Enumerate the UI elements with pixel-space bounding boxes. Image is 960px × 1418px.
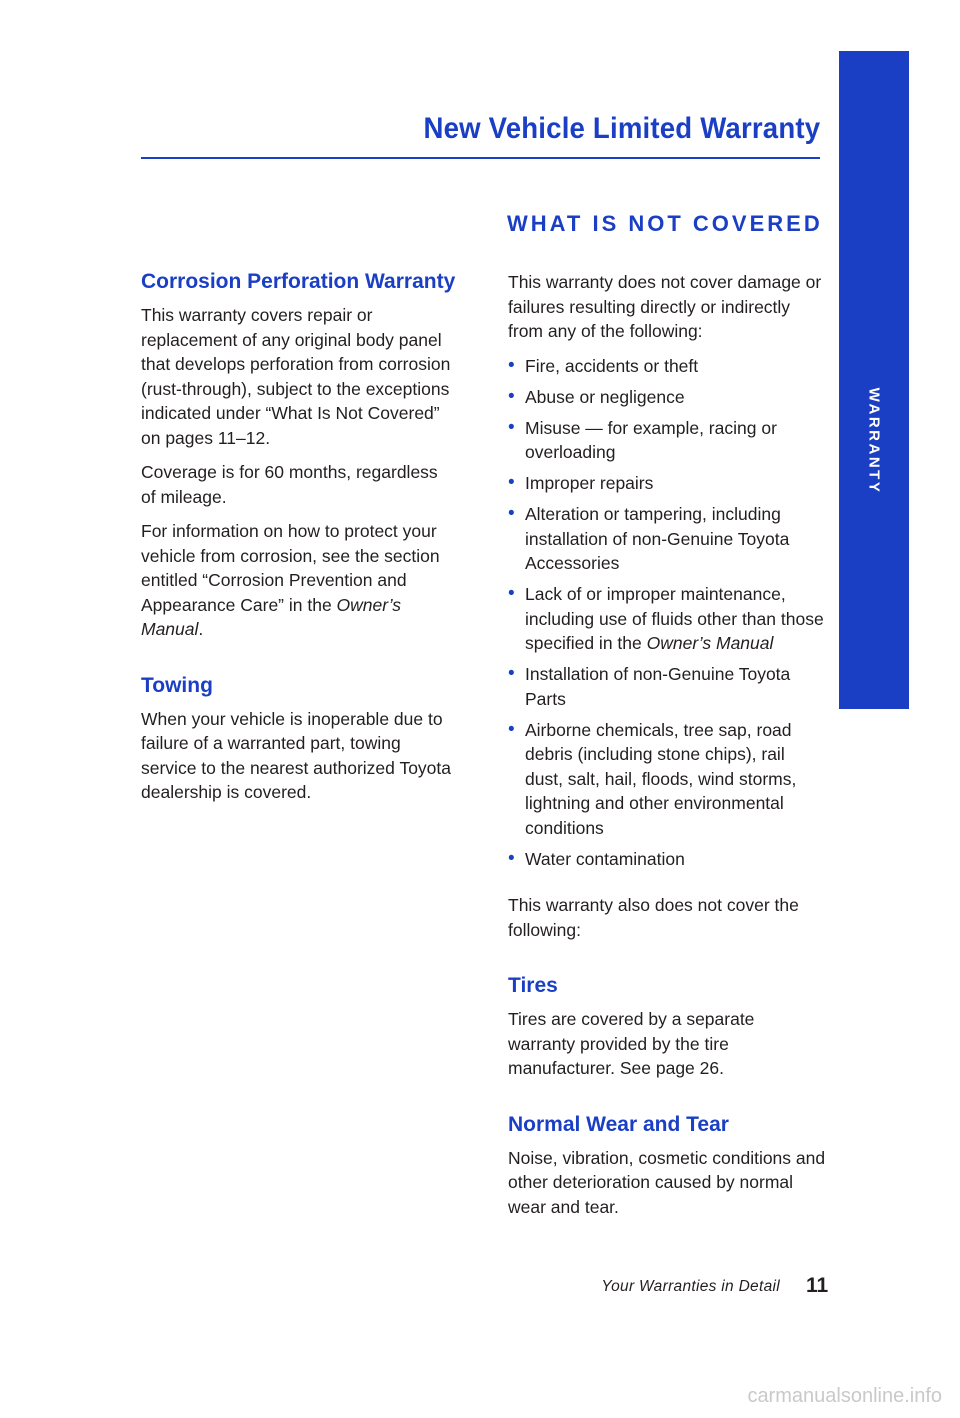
bullet-icon: • — [508, 385, 515, 407]
towing-paragraph: When your vehicle is inoperable due to failure of a warranted part, towing service to the nearest authorized Toyota dealership is covered. — [141, 708, 452, 802]
list-item — [508, 582, 826, 656]
bullet-icon: • — [508, 847, 515, 869]
owners-manual-reference: Owner’s Manual — [141, 594, 402, 639]
right-column — [508, 270, 826, 1219]
corrosion-paragraph-3-text: For information on how to protect your vehicle from corrosion, see the section entitled “Corrosion Prevention and Appearance Care” in the — [141, 521, 440, 615]
corrosion-paragraph-2: Coverage is for 60 months, regardless of mileage. — [141, 462, 438, 507]
corrosion-heading: Corrosion Perforation Warranty — [141, 270, 456, 293]
page-title: New Vehicle Limited Warranty — [423, 112, 820, 145]
bullet-icon: • — [508, 503, 515, 524]
tires-paragraph: Tires are covered by a separate warranty provided by the tire manufacturer. See page 26. — [508, 1009, 755, 1078]
list-item-text: Lack of or improper maintenance, including use of fluids other than those specified in the — [525, 584, 824, 653]
list-item — [508, 416, 826, 465]
owners-manual-reference: Owner’s Manual — [646, 633, 774, 653]
list-item-text: Improper repairs — [525, 473, 654, 493]
list-item — [508, 847, 826, 872]
list-item-text: Water contamination — [525, 848, 685, 869]
bullet-icon: • — [508, 663, 515, 684]
bullet-icon: • — [508, 472, 515, 493]
side-tab-label: WARRANTY — [865, 387, 883, 495]
towing-heading: Towing — [141, 673, 213, 697]
side-tab — [839, 51, 909, 709]
tires-heading: Tires — [508, 974, 558, 997]
list-item-text: Abuse or negligence — [525, 386, 685, 407]
list-item-text: Airborne chemicals, tree sap, road debris (including stone chips), rail dust, salt, hail, floods, wind storms, lightning and other environmental conditions — [525, 719, 797, 838]
list-item — [508, 662, 826, 711]
footer-label: Your Warranties in Detail — [601, 1278, 780, 1295]
left-column — [141, 268, 456, 815]
bullet-icon: • — [508, 583, 515, 604]
wear-heading: Normal Wear and Tear — [508, 1112, 729, 1136]
list-item-text: Alteration or tampering, including installation of non-Genuine Toyota Accessories — [525, 504, 790, 573]
list-item — [508, 471, 826, 496]
corrosion-paragraph-1: This warranty covers repair or replacement of any original body panel that develops perforation from corrosion (rust-through), subject to the exceptions indicated under “What Is Not Covered” on pages 11–12. — [141, 305, 451, 448]
not-covered-list — [508, 354, 826, 872]
list-item — [508, 718, 826, 841]
not-covered-intro: This warranty does not cover damage or failures resulting directly or indirectly from any of the following: — [508, 272, 822, 341]
list-item-text: Fire, accidents or theft — [525, 355, 699, 376]
list-item — [508, 354, 826, 379]
bullet-icon: • — [508, 718, 515, 740]
bullet-icon: • — [508, 354, 515, 376]
list-item-text: Misuse — for example, racing or overloading — [525, 417, 777, 462]
page-number: 11 — [806, 1274, 829, 1297]
not-covered-outro: This warranty also does not cover the following: — [508, 895, 799, 940]
corrosion-paragraph-3-end: . — [198, 619, 204, 639]
list-item-text: Installation of non-Genuine Toyota Parts — [525, 664, 791, 709]
corrosion-paragraph-3 — [141, 519, 451, 642]
not-covered-heading: WHAT IS NOT COVERED — [507, 211, 823, 236]
list-item — [508, 385, 826, 410]
title-rule — [141, 157, 820, 159]
watermark: carmanualsonline.info — [747, 1385, 942, 1407]
list-item — [508, 502, 826, 576]
bullet-icon: • — [508, 416, 515, 438]
wear-paragraph: Noise, vibration, cosmetic conditions and other deterioration caused by normal wear and tear. — [508, 1147, 826, 1217]
